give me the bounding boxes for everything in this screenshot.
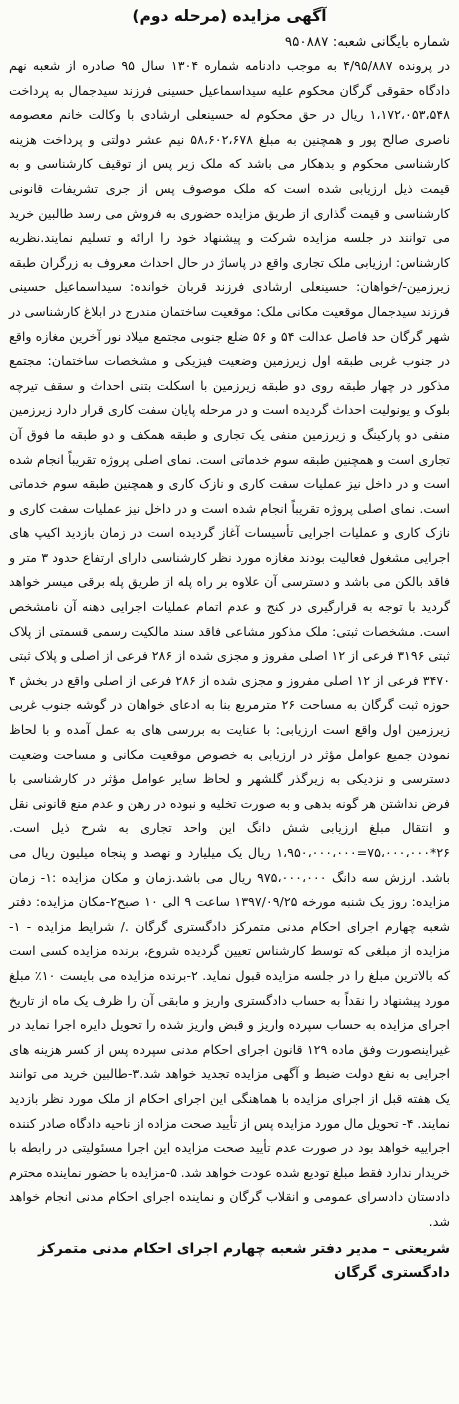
archive-number: شماره بایگانی شعبه: ۹۵۰۸۸۷ <box>284 34 450 50</box>
notice-title: آگهی مزایده (مرحله دوم) <box>132 7 327 25</box>
notice-body: در پرونده ۴/۹۵/۸۸۷ به موجب دادنامه شماره ۱۳۰۴ سال ۹۵ صادره از شعبه نهم دادگاه حقوقی گرگان محکوم علیه سیداسماعیل حسینی فرزند سیدجمال به پرداخت ۱،۱۷۲،۰۵۳،۵۴۸ ریال در حق محکوم له حسینعلی ارشادی با وکالت خانم معصومه ناصری صالح پور و همچنین به مبلغ ۵۸،۶۰۲،۶۷۸ نیم عشر دولتی و پرداخت هزینه کارشناسی محکوم و بدهکار می باشد که ملک زیر پس از توقیف کارشناسی و به قیمت ذیل ارزیابی شده است که ملک موصوف پس از جری تشریفات قانونی کارشناسی و قیمت گذاری از طریق مزایده حضوری به فروش می رسد طالبین خرید می توانند در جلسه مزایده شرکت و پیشنهاد خود را ارائه و تسلیم نمایند.نظریه کارشناس: ارزیابی ملک تجاری واقع در پاساژ در حال احداث معروف به زرگران طبقه زیرزمین-/خواهان: حسینعلی ارشادی فرزند قربان خوانده: سیداسماعیل حسینی فرزند سیدجمال موقعیت مکانی ملک: موقعیت ساختمان مندرج در ابلاغ کارشناسی در شهر گرگان حد فاصل عدالت ۵۴ و ۵۶ ضلع جنوبی مجتمع میلاد نور آخرین مغازه واقع در جنوب غربی طبقه اول زیرزمین وضعیت فیزیکی و مشخصات ساختمان: مجتمع مذکور در چهار طبقه روی دو طبقه زیرزمین با اسکلت بتنی احداث و سقف تیرچه بلوک و یونولیت احداث گردیده است و در مرحله پایان سفت کاری قرار دارد زیرزمین منفی دو پارکینگ و زیرزمین منفی یک تجاری و طبقه همکف و دو طبقه ما فوق آن تجاری است و همچنین طبقه سوم خدماتی است. نمای اصلی پروژه تقریباً انجام شده است و در داخل نیز عملیات سفت کاری و نازک کاری و همچنین طبقه سوم خدماتی است. نمای اصلی پروژه تقریباً انجام شده است و در داخل نیز عملیات سفت کاری و نازک کاری و عملیات اجرایی تأسیسات آغاز گردیده است در زمان بازدید اکیپ های اجرایی مشغول فعالیت بودند مغازه مورد نظر کارشناسی دارای ارتفاع حدود ۳ متر و فاقد بالکن می باشد و دسترسی آن علاوه بر راه پله از طریق پله برقی میسر خواهد گردید با توجه به قرارگیری در کنج و عدم اتمام عملیات اجرایی دهنه آن نامشخص است. مشخصات ثبتی: ملک مذکور مشاعی فاقد سند مالکیت رسمی قسمتی از پلاک ثبتی ۳۱۹۶ فرعی از ۱۲ اصلی مفروز و مجزی شده از ۲۸۶ فرعی از اصلی و پلاک ثبتی ۳۴۷۰ فرعی از ۱۲ اصلی مفروز و مجزی شده از ۲۸۶ فرعی از اصلی واقع در بخش ۴ حوزه ثبت گرگان به مساحت ۲۶ مترمربع بنا به ادعای خواهان در گوشه جنوب غربی زیرزمین اول واقع است ارزیابی: با عنایت به بررسی های به عمل آمده و با لحاظ نمودن جمیع عوامل مؤثر در ارزیابی به خصوص موقعیت مکانی و مساحت وضعیت دسترسی و نزدیکی به زیرگذر گلشهر و لحاظ سایر عوامل مؤثر در کارشناسی با فرض نداشتن هر گونه بدهی و به صورت تخلیه و نبوده در رهن و عدم منع قانونی نقل و انتقال مبلغ ارزیابی شش دانگ این واحد تجاری به شرح ذیل است. ۲۶*۷۵،۰۰۰،۰۰۰=۱،۹۵۰،۰۰۰،۰۰۰ ریال یک میلیارد و نهصد و پنجاه میلیون ریال می باشد. ارزش سه دانگ ۹۷۵،۰۰۰،۰۰۰ ریال می باشد.زمان و مکان مزایده :۱- زمان مزایده: روز یک شنبه مورخه ۱۳۹۷/۰۹/۲۵ ساعت ۹ الی ۱۰ صبح۲-مکان مزایده: دفتر شعبه چهارم اجرای احکام مدنی متمرکز دادگستری گرگان ./ شرایط مزایده - ۱-مزایده از مبلغی که توسط کارشناس تعیین گردیده شروع، برنده مزایده کسی است که بالاترین مبلغ را در جلسه مزایده قبول نماید. ۲-برنده مزایده می بایست ۱۰٪ مبلغ مورد پیشنهاد را نقداً به حساب دادگستری واریز و مابقی آن را ظرف یک ماه از تاریخ اجرای مزایده به حساب سپرده واریز و قبض واریز شده را تحویل دایره اجرا نماید در غیراینصورت وفق ماده ۱۲۹ قانون اجرای احکام مدنی سپرده پس از کسر هزینه های اجرایی به نفع دولت ضبط و آگهی مزایده تجدید خواهد شد.۳-طالبین خرید می توانند یک هفته قبل از اجرای مزایده با هماهنگی این اجرای احکام از ملک مورد نظر بازدید نمایند. ۴- تحویل مال مورد مزایده پس از تأیید صحت مزاده از ناحیه دادگاه صادر کننده اجراییه خواهد بود در صورت عدم تأیید صحت مزایده این اجرا مسئولیتی در رابطه با خریدار ندارد فقط مبلغ تودیع شده عودت خواهد شد. ۵-مزایده با حضور نماینده محترم دادستان دادسرای عمومی و انقلاب گرگان و نماینده اجرای احکام مدنی انجام خواهد شد. <box>9 58 451 1229</box>
notice-signature: شریعتی – مدیر دفتر شعبه چهارم اجرای احکام مدنی متمرکز دادگستری گرگان <box>38 1240 450 1281</box>
